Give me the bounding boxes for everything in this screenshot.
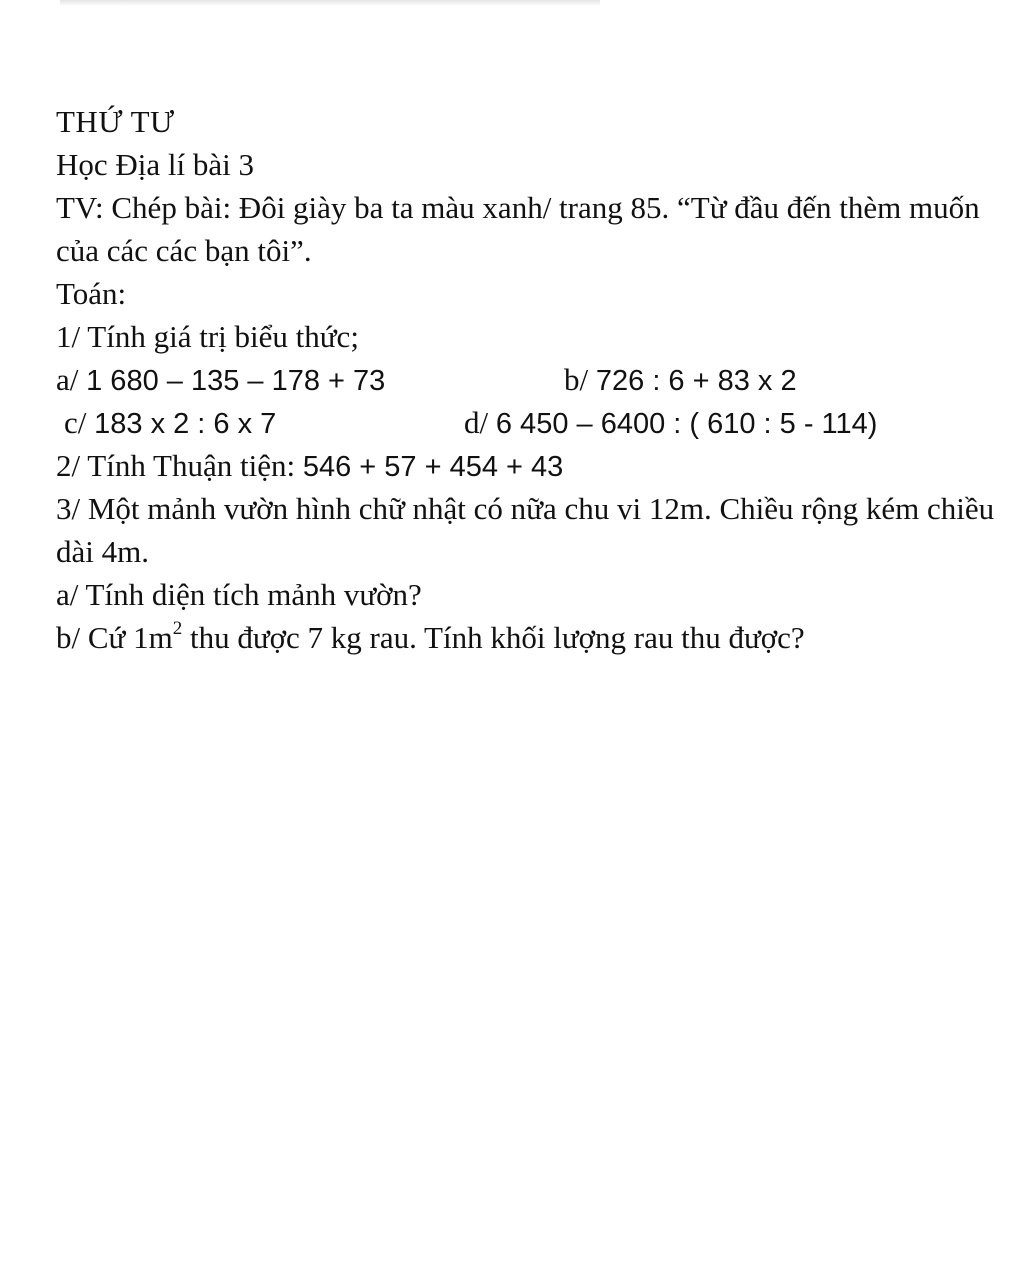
question-1a: [56, 358, 564, 401]
day-heading: THỨ TƯ: [56, 104, 175, 139]
question-1-title: 1/ Tính giá trị biểu thức;: [56, 319, 359, 354]
q1c-label: c/: [64, 405, 87, 440]
q1d-expression: 6 450 – 6400 : ( 610 : 5 - 114): [495, 408, 878, 440]
question-1d: [464, 401, 996, 444]
math-heading: Toán:: [56, 276, 127, 311]
homework-document: [56, 100, 996, 659]
q3b-prefix: b/ Cứ 1m: [56, 620, 173, 655]
question-1b: [564, 358, 996, 401]
cropped-text-fragment: [60, 0, 600, 6]
geography-task: Học Địa lí bài 3: [56, 147, 255, 182]
q1a-expression: 1 680 – 135 – 178 + 73: [86, 365, 386, 397]
q2-expression: 546 + 57 + 454 + 43: [302, 451, 564, 483]
q3b-superscript: 2: [172, 618, 183, 639]
question-3b: [56, 616, 996, 659]
question-1-row-cd: [56, 401, 996, 444]
vietnamese-task: TV: Chép bài: Đôi giày ba ta màu xanh/ trang 85. “Từ đầu đến thèm muốn của các các bạn tôi”.: [56, 190, 980, 268]
q2-label: 2/ Tính Thuận tiện:: [56, 448, 296, 483]
question-3: 3/ Một mảnh vườn hình chữ nhật có nữa chu vi 12m. Chiều rộng kém chiều dài 4m.: [56, 491, 995, 569]
q1b-label: b/: [564, 362, 589, 397]
q1b-expression: 726 : 6 + 83 x 2: [595, 365, 797, 397]
question-1c: [56, 401, 464, 444]
q1d-label: d/: [464, 405, 489, 440]
q3b-suffix: thu được 7 kg rau. Tính khối lượng rau thu được?: [182, 620, 805, 655]
question-3a: a/ Tính diện tích mảnh vườn?: [56, 577, 422, 612]
q1c-expression: 183 x 2 : 6 x 7: [94, 408, 277, 440]
question-2: [56, 444, 996, 487]
question-1-row-ab: [56, 358, 996, 401]
q1a-label: a/: [56, 362, 79, 397]
